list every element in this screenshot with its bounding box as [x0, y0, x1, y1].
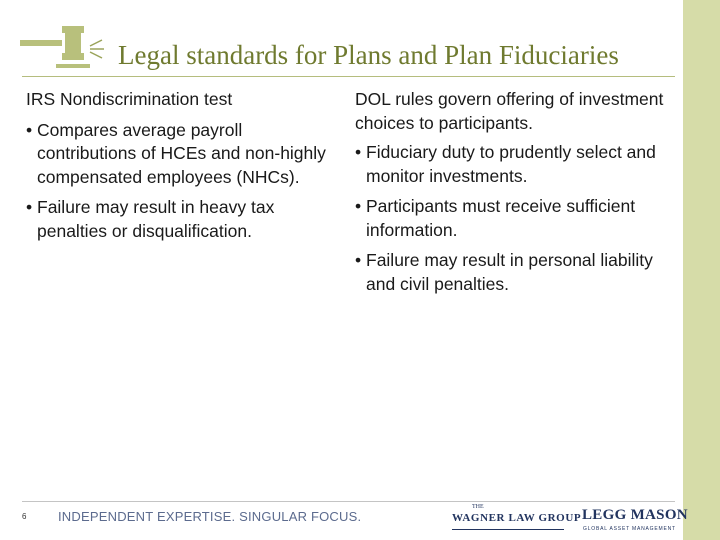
left-bullet-text: Failure may result in heavy tax penalties or disqualification. — [37, 197, 275, 241]
wagner-logo-name: WAGNER LAW GROUP — [452, 512, 582, 524]
left-column — [26, 88, 326, 250]
legg-logo-subtitle: GLOBAL ASSET MANAGEMENT — [583, 526, 676, 532]
footer-divider — [22, 501, 675, 502]
bullet-dot: • — [355, 250, 362, 270]
right-bullet-text: Failure may result in personal liability and civil penalties. — [366, 250, 653, 294]
right-column-heading: DOL rules govern offering of investment choices to participants. — [355, 89, 664, 133]
left-column-heading: IRS Nondiscrimination test — [26, 89, 233, 109]
right-bullet — [355, 195, 675, 242]
bullet-dot: • — [26, 197, 33, 217]
decorative-side-band — [683, 0, 720, 540]
left-bullet — [26, 119, 326, 190]
right-bullet-text: Fiduciary duty to prudently select and monitor investments. — [366, 142, 656, 186]
wagner-law-group-logo — [452, 504, 582, 536]
gavel-icon — [20, 24, 115, 74]
right-bullet-text: Participants must receive sufficient information. — [366, 196, 636, 240]
right-bullet — [355, 141, 675, 188]
bullet-dot: • — [355, 196, 362, 216]
legg-logo-name: LEGG MASON — [582, 507, 688, 523]
right-bullet — [355, 249, 675, 296]
title-divider — [22, 76, 675, 77]
bullet-dot: • — [26, 119, 33, 140]
bullet-dot: • — [355, 142, 362, 162]
wagner-logo-rule — [452, 529, 564, 530]
wagner-logo-the: THE — [472, 504, 484, 510]
page-number: 6 — [22, 512, 27, 521]
left-bullet-text: Compares average payroll contributions of HCEs and non-highly compensated employees (NHCs). — [37, 119, 326, 187]
footer-tagline: INDEPENDENT EXPERTISE. SINGULAR FOCUS. — [58, 509, 362, 524]
legg-mason-logo — [582, 507, 688, 537]
right-column — [355, 88, 675, 303]
slide-title: Legal standards for Plans and Plan Fiduciaries — [118, 40, 619, 70]
left-bullet — [26, 196, 326, 243]
